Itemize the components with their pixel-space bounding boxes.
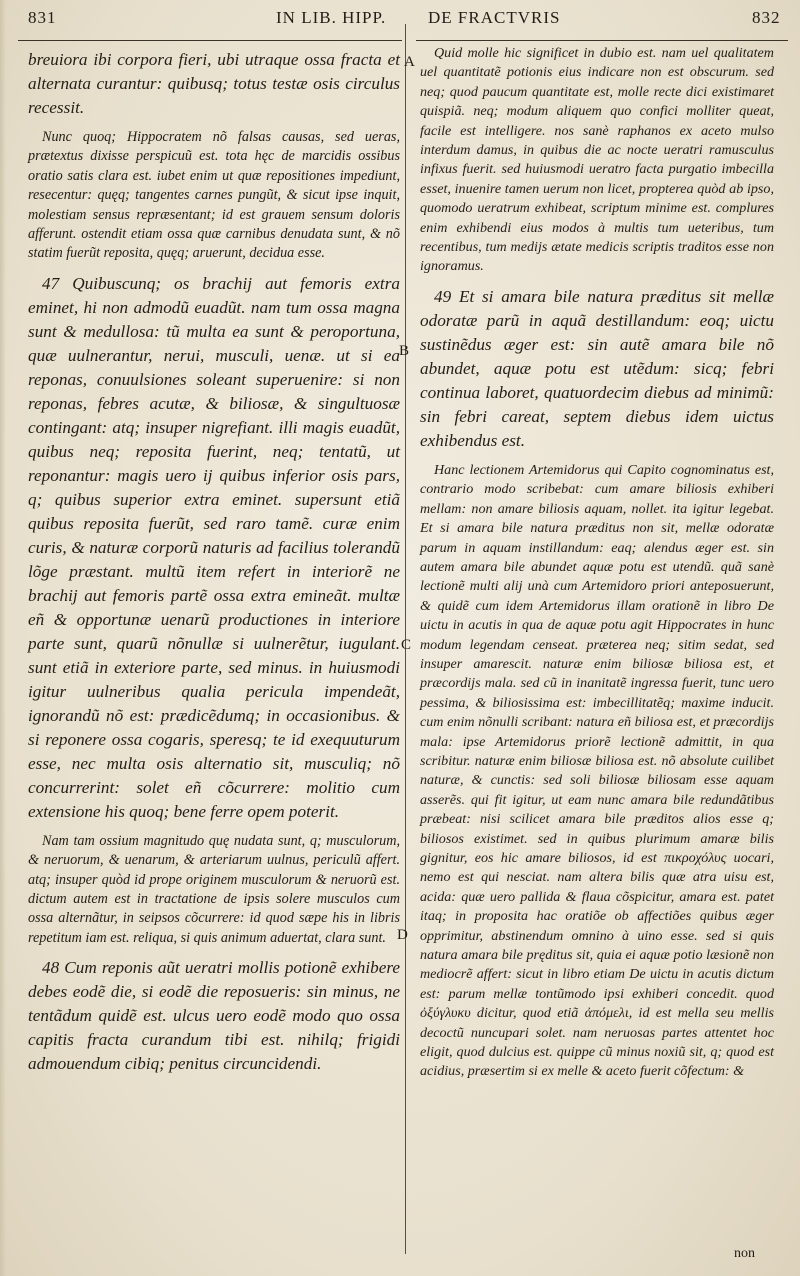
margin-letter-c: C — [401, 637, 412, 653]
page-number-left: 831 — [28, 8, 57, 27]
header-rule-right — [416, 40, 788, 41]
page-number-right: 832 — [752, 8, 781, 27]
left-paragraph-1: breuiora ibi corpora fieri, ubi utraque ossa fracta et alternata curantur: quibusq; totus testæ osis circulus recessit. — [28, 50, 400, 117]
margin-letter-a: A — [404, 54, 415, 70]
right-paragraph-commentary: Hanc lectionem Artemidorus qui Capito cognominatus est, contrario modo scribebat: cum amare biliosis exhiberi mellam: non amare biliosis aquam, nollet. ita igitur legebat. Et si amara bile natura præditus non sit, mellæ odoratæ parum in aquam instillandum: eaq; alendus æger est. sin autem amara bile abundet aquæ potu est utendũ. quã sanè lectionẽ multi alij unà cum Artemidoro priori anteposuerunt, & quidẽ cum idem Artemidorus illam orationẽ in libro De uictu in acutis in qua de aquæ potu agit Hippocrates in hunc modum legendam censeat. præterea neq; sitim sedat, sed insuper amarescit. naturæ enim biliosæ biliosa est, et præcordijs mala. sed cũ in inanitatẽ ingressa fuerit, tunc uero pessima, & biliosissima est: imbecillitatẽq; maxime inducit. cum enim nõnulli scribant: natura eñ biliosa est, et præcordijs mala: ipse Artemidorus priorẽ lectionẽ admittit, in qua scribitur. naturæ enim biliosæ biliosa est. nõ absolute cuilibet naturæ, & cunctis: sed soli biliosæ biliosam esse aquam asserẽs. qui fit igitur, ut eam nunc amara bile redundãtibus præbeat: nisi scilicet amara bile præditos alios esse q; biliosos existimet. sed in quibus plurimum amaræ bilis gignitur, eos hic amare biliosos, id est πικροχόλυς uocari, nemo est qui nesciat. nam altera bilis quæ atra uisu est, acida: quæ uero pallida & flaua cõspicitur, amara est. patet itaq; in proposita hac oratiõe ob affectiões quibus æger opprimitur, abstinendum omnino à uino esse. sed si quis natura amara bile pręditus sit, quia ei aquæ potio læsionẽ non mediocrẽ affert: sicut in libro etiam De uictu in acutis dictum est: parum mellæ tontũmodo ipsi exhiberi concedit. quod ὀξύγλυκυ dicitur, quod etiã ἀπόμελι, id est mella seu mellis decoctũ nuncupari solet. nam neruosas partes attentet hoc eligit, quod dulcius est. quippe cũ minus noxiũ sit, q; quod est acidius, præsertim si ex melle & aceto fuerit cõfectum: & — [420, 461, 774, 1080]
right-paragraph-1: Quid molle hic significet in dubio est. nam uel qualitatem uel quantitatẽ potionis eius indicare non est obscurum. sed neq; quod paucum quantitate est, molle recte dici existimaret quispiã. neq; modum aliquem quo confici molliter queat, facile est intelligere. nos sanè raphanos ex aceto mulso interdum damus, in quibus die ac nocte ueratri ramusculus infixus fuerit. sed huiusmodi ueratro facta purgatio imbecilla esset, inuenire tamen uerum non licet, propterea quòd ab ipso, quomodo ueratrum exhibeat, scriptum minime est. complures enim exhibendi eius modos à multis tum ueteribus, tum recentibus, tum medijs ætate medicis scriptis traditos esse non ignoramus. — [420, 45, 774, 275]
margin-letter-d: D — [397, 927, 408, 943]
running-head-right: DE FRACTVRIS — [428, 8, 561, 27]
header-rule-left — [18, 40, 402, 41]
left-paragraph-commentary: Nam tam ossium magnitudo quę nudata sunt, q; musculorum, & neruorum, & uenarum, & arteriarum uulnus, periculũ affert. atq; insuper quòd id prope originem musculorum & neruorũ est. dictum autem est in tractatione de ipsis solere musculos cum ossa alternãtur, in seipsos cõcurrere: id quod sæpe his in libris repetitum iam est. reliqua, si quis animum aduertat, clara sunt. — [28, 832, 400, 946]
left-text-column — [28, 48, 400, 1084]
left-paragraph-2: Nunc quoq; Hippocratem nõ falsas causas, sed ueras, prætextus dixisse perspicuũ est. tota hęc de marcidis ossibus oratio satis clara est. iubet enim ut quæ repositiones impediunt, resecentur: quęq; tangentes carnes pungũt, & sicut ipse inquit, molestiam sensus repræsentant; id est grauem sensum doloris afferunt. ostendit etiam ossa quæ carnibus denudata sunt, & nõ statim fuerũt reposita, quęq; aruerunt, decidua esse. — [28, 129, 400, 262]
catchword: non — [734, 1246, 755, 1261]
margin-letter-b: B — [399, 343, 410, 359]
right-paragraph-49: 49 Et si amara bile natura præditus sit mellæ odoratæ parũ in aquã destillandum: eoq; uictu sustinẽdus æger est: sin autẽ amara bile nõ abundet, aquæ potu est utẽdum: sicq; febri continua laboret, quatuordecim diebus ad minimũ: sin febri careat, septem diebus idem uictus exhibendus est. — [420, 286, 774, 450]
page-edge-shadow — [0, 0, 6, 1276]
left-paragraph-48: 48 Cum reponis aũt ueratri mollis potionẽ exhibere debes eodẽ die, si eodẽ die reposueris: sin minus, ne tentãdum quidẽ est. ulcus uero eodẽ modo quo ossa capitis fracta curandum tibi est. nihilq; frigidi admouendum cibiq; penitus circuncidendi. — [28, 958, 400, 1074]
left-paragraph-47: 47 Quibuscunq; os brachij aut femoris extra eminet, hi non admodũ euadũt. nam tum ossa magna sunt & medullosa: tũ multa ea sunt & peroportuna, quæ uulnerantur, nerui, musculi, uenæ. ut si ea reponas, conuulsiones soleant superuenire: si non reponas, febres acutæ, & biliosæ, & singultuosæ contingant: atq; insuper nigrefiant. illi magis euadũt, quibus neq; reposita fuerint, neq; tentatũ, ut reponantur: magis uero ij quibus inferior osis pars, q; quibus superior extra eminet. supersunt etiã quibus reposita fuerũt, sed raro tamẽ. curæ enim curis, & naturæ corporũ naturis ad facilius tolerandũ lõge præstant. multũ item refert in interiorẽ ne brachij aut femoris partẽ ossa extra emineãt. multæ eñ & opportunæ uenarũ productiones in interiore parte sunt, quarũ nõnullæ si uulnerẽtur, iugulant. sunt etiã in exteriore parte, sed minus. in huiusmodi igitur uulneribus qualia pericula impendeãt, ignorandũ nõ est: prædicẽdumq; in occasionibus. & si reponere ossa cogaris, speresq; te id exequuturum esse, nec multa osis alternatio sit, musculiq; nõ concurrerint: solet eñ cõcurrere: molitio cum extensione his quoq; bene ferre opem poterit. — [28, 273, 400, 821]
right-text-column — [420, 44, 774, 1090]
running-head-left: IN LIB. HIPP. — [276, 8, 387, 27]
